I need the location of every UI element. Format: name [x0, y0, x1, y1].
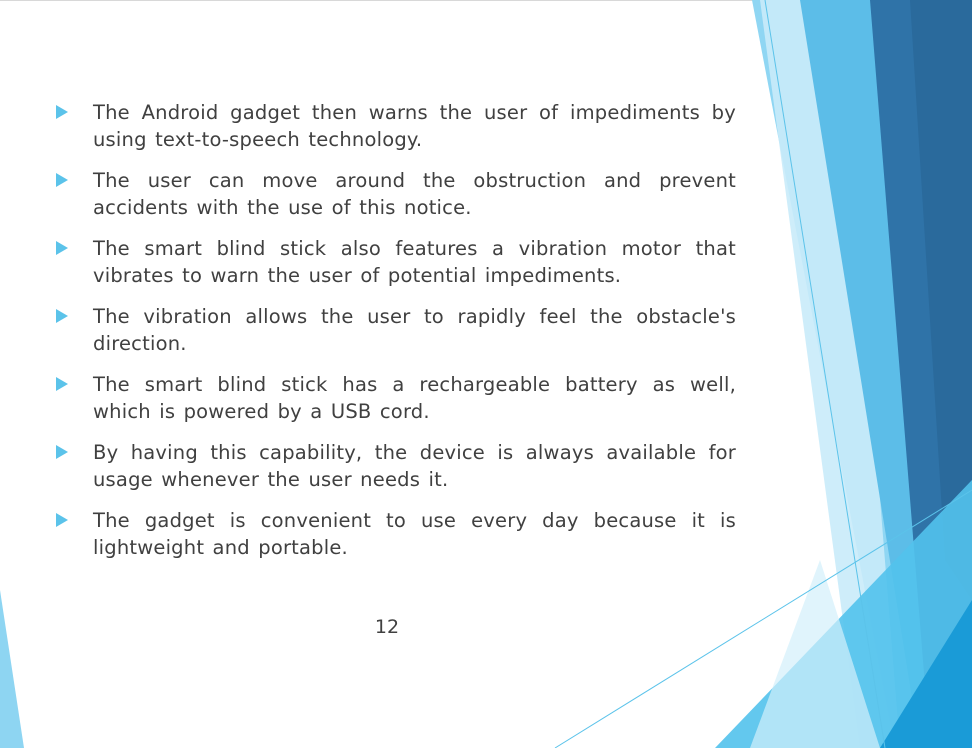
triangle-bullet-icon [56, 513, 68, 527]
page-number: 12 [374, 616, 400, 638]
triangle-bullet-icon [56, 377, 68, 391]
bullet-text: The smart blind stick has a rechargeable battery as well, which is powered by a USB cord. [93, 373, 736, 423]
list-item [56, 235, 736, 289]
list-item [56, 507, 736, 561]
triangle-bullet-icon [56, 105, 68, 119]
bullet-text: By having this capability, the device is always available for usage whenever the user needs it. [93, 441, 736, 491]
triangle-bullet-icon [56, 309, 68, 323]
list-item [56, 371, 736, 425]
triangle-bullet-icon [56, 445, 68, 459]
bullet-text: The vibration allows the user to rapidly feel the obstacle's direction. [93, 305, 736, 355]
list-item [56, 439, 736, 493]
triangle-bullet-icon [56, 241, 68, 255]
bullet-text: The Android gadget then warns the user of impediments by using text-to-speech technology. [93, 101, 736, 151]
left-edge-sliver [0, 590, 24, 748]
list-item [56, 167, 736, 221]
bullet-list [56, 99, 736, 575]
bullet-text: The gadget is convenient to use every day because it is lightweight and portable. [93, 509, 736, 559]
list-item [56, 99, 736, 153]
list-item [56, 303, 736, 357]
bullet-text: The smart blind stick also features a vibration motor that vibrates to warn the user of potential impediments. [93, 237, 736, 287]
triangle-bullet-icon [56, 173, 68, 187]
bullet-text: The user can move around the obstruction and prevent accidents with the use of this notice. [93, 169, 736, 219]
